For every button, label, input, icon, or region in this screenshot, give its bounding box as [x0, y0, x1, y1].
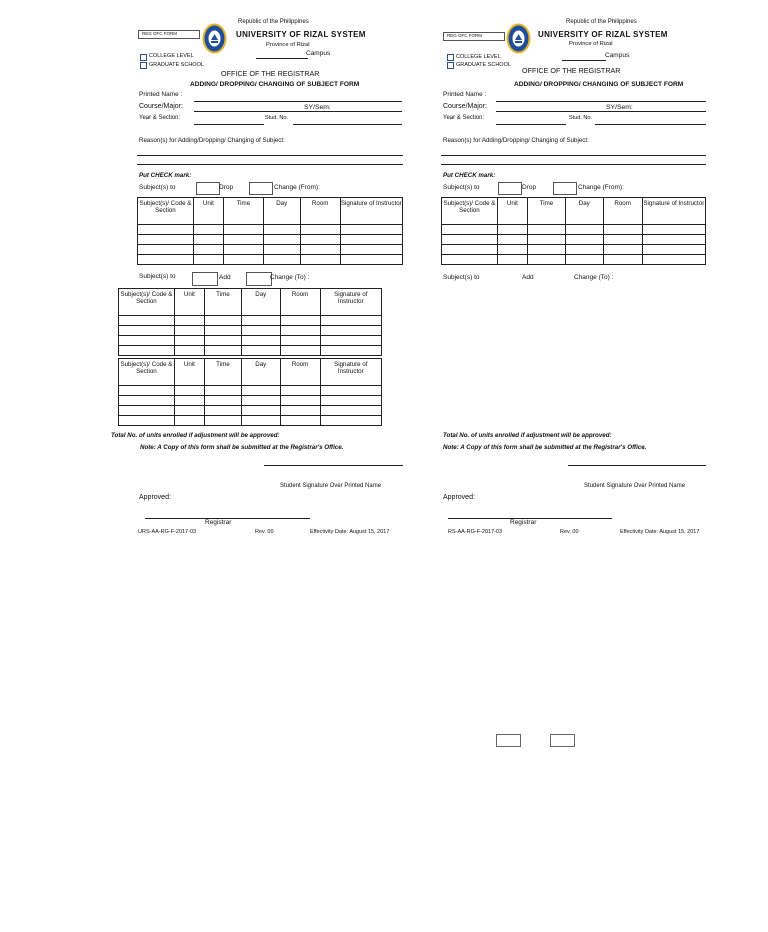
change-to-label: Change (To) : [574, 274, 614, 281]
table-row[interactable] [119, 316, 382, 326]
table-row[interactable] [119, 416, 382, 426]
reasons-label: Reason(s) for Adding/Dropping/ Changing of Subject: [443, 137, 589, 144]
table-row[interactable] [442, 235, 706, 245]
drop-label: Drop [522, 184, 537, 191]
printed-name-label: Printed Name : [139, 91, 183, 98]
header-time: Time [223, 198, 263, 225]
drop-subjects-table [441, 197, 706, 265]
put-check-label: Put CHECK mark: [443, 172, 496, 179]
header-day: Day [565, 198, 603, 225]
header-unit: Unit [497, 198, 527, 225]
drop-checkbox[interactable] [498, 182, 522, 195]
total-units-text: Total No. of units enrolled if adjustment will be approved: [111, 432, 280, 439]
printed-name-field[interactable] [496, 101, 706, 102]
college-level-label: COLLEGE LEVEL [456, 54, 501, 60]
province-text: Province of Rizal [569, 41, 613, 47]
table-row[interactable] [119, 386, 382, 396]
header-unit: Unit [193, 198, 223, 225]
campus-label: Campus [306, 50, 331, 57]
subjects-to-drop-label: Subject(s) to [443, 184, 480, 191]
office-title: OFFICE OF THE REGISTRAR [522, 66, 621, 75]
year-section-field[interactable] [194, 124, 264, 125]
header-subject: Subject(s)/ Code & Section [119, 289, 175, 316]
header-day: Day [241, 289, 280, 316]
reasons-line-1[interactable] [441, 155, 706, 156]
add-subjects-table [118, 288, 382, 356]
form-code: URS-AA-RG-F-2017-03 [138, 529, 197, 535]
note-text: Note: A Copy of this form shall be submitted at the Registrar's Office. [443, 444, 647, 451]
reasons-line-1[interactable] [137, 155, 403, 156]
drop-subjects-table [137, 197, 403, 265]
effectivity-date: Effectivity Date: August 15, 2017 [310, 529, 390, 535]
header-signature: Signature of Instructor [320, 289, 381, 316]
put-check-label: Put CHECK mark: [139, 172, 192, 179]
subjects-to-add-label: Subject(s) to [139, 273, 176, 280]
note-text: Note: A Copy of this form shall be submitted at the Registrar's Office. [140, 444, 344, 451]
reasons-line-2[interactable] [441, 164, 706, 165]
change-from-checkbox[interactable] [553, 182, 577, 195]
header-subject: Subject(s)/ Code & Section [119, 359, 175, 386]
printed-name-label: Printed Name : [443, 91, 487, 98]
table-row[interactable] [119, 346, 382, 356]
year-section-label: Year & Section: [443, 115, 485, 121]
campus-line[interactable] [562, 60, 606, 61]
total-units-text: Total No. of units enrolled if adjustment will be approved: [443, 432, 612, 439]
add-label: Add [522, 274, 534, 281]
header-room: Room [280, 289, 320, 316]
change-to-label: Change (To) : [270, 274, 310, 281]
student-signature-line[interactable] [264, 465, 403, 466]
registrar-label: Registrar [205, 519, 232, 526]
header-time: Time [527, 198, 565, 225]
revision-label: Rev. 00 [255, 529, 274, 535]
college-level-checkbox[interactable] [447, 54, 454, 61]
table-row[interactable] [119, 336, 382, 346]
change-to-subjects-table [118, 358, 382, 426]
header-room: Room [280, 359, 320, 386]
header-time: Time [204, 359, 241, 386]
header-room: Room [300, 198, 340, 225]
campus-line[interactable] [256, 58, 308, 59]
course-major-field[interactable] [194, 111, 402, 112]
header-subject: Subject(s)/ Code & Section [138, 198, 194, 225]
change-from-label: Change (From): [578, 184, 624, 191]
header-unit: Unit [174, 289, 204, 316]
reg-office-box: REG OFC FORM [138, 30, 200, 39]
form-title: ADDING/ DROPPING/ CHANGING OF SUBJECT FORM [190, 81, 360, 88]
printed-name-field[interactable] [194, 101, 402, 102]
table-row[interactable] [119, 406, 382, 416]
change-from-checkbox[interactable] [249, 182, 273, 195]
stud-no-label: Stud. No. [265, 115, 288, 121]
table-row[interactable] [138, 245, 403, 255]
table-row[interactable] [138, 225, 403, 235]
table-row[interactable] [119, 396, 382, 406]
form-title: ADDING/ DROPPING/ CHANGING OF SUBJECT FORM [514, 81, 684, 88]
graduate-school-label: GRADUATE SCHOOL [456, 62, 511, 68]
college-level-label: COLLEGE LEVEL [149, 53, 194, 59]
change-to-checkbox-displaced[interactable] [550, 734, 575, 747]
table-row[interactable] [138, 255, 403, 265]
drop-label: Drop [219, 184, 234, 191]
header-time: Time [204, 289, 241, 316]
table-row[interactable] [442, 225, 706, 235]
student-signature-label: Student Signature Over Printed Name [584, 483, 686, 489]
university-seal-icon [506, 23, 531, 54]
year-section-label: Year & Section: [139, 115, 181, 121]
course-major-label: Course/Major: [443, 103, 487, 110]
form-left [108, 0, 408, 545]
college-level-checkbox[interactable] [140, 54, 147, 61]
stud-no-label: Stud. No. [569, 115, 592, 121]
course-major-field[interactable] [496, 111, 706, 112]
change-from-label: Change (From): [274, 184, 320, 191]
form-code: RS-AA-RG-F-2017-03 [448, 529, 503, 535]
stud-no-field[interactable] [293, 124, 402, 125]
approved-label: Approved: [139, 494, 171, 501]
graduate-school-checkbox[interactable] [447, 62, 454, 69]
header-signature: Signature of Instructor [340, 198, 402, 225]
campus-label: Campus [605, 52, 630, 59]
sy-sem-label: SY/Sem: [606, 104, 633, 111]
province-text: Province of Rizal [266, 42, 310, 48]
effectivity-date: Effectivity Date: August 15, 2017 [620, 529, 700, 535]
revision-label: Rev. 00 [560, 529, 579, 535]
reg-office-box: REG OFC FORM [443, 32, 505, 41]
university-name: UNIVERSITY OF RIZAL SYSTEM [236, 30, 366, 39]
reasons-line-2[interactable] [137, 164, 403, 165]
add-label: Add [219, 274, 231, 281]
graduate-school-label: GRADUATE SCHOOL [149, 62, 204, 68]
table-row[interactable] [119, 326, 382, 336]
university-seal-icon [202, 23, 227, 54]
approved-label: Approved: [443, 494, 475, 501]
sy-sem-label: SY/Sem: [304, 104, 331, 111]
header-room: Room [603, 198, 642, 225]
header-signature: Signature of Instructor [642, 198, 705, 225]
registrar-label: Registrar [510, 519, 537, 526]
header-subject: Subject(s)/ Code & Section [442, 198, 498, 225]
table-row[interactable] [442, 255, 706, 265]
course-major-label: Course/Major: [139, 103, 183, 110]
student-signature-line[interactable] [568, 465, 706, 466]
add-checkbox-displaced[interactable] [496, 734, 521, 747]
office-title: OFFICE OF THE REGISTRAR [221, 69, 320, 78]
republic-text: Republic of the Philippines [238, 19, 309, 25]
change-to-checkbox[interactable] [246, 272, 272, 286]
table-row[interactable] [442, 245, 706, 255]
year-section-field[interactable] [496, 124, 566, 125]
table-row[interactable] [138, 235, 403, 245]
add-checkbox[interactable] [192, 272, 218, 286]
drop-checkbox[interactable] [196, 182, 220, 195]
stud-no-field[interactable] [595, 124, 706, 125]
header-day: Day [241, 359, 280, 386]
graduate-school-checkbox[interactable] [140, 62, 147, 69]
reasons-label: Reason(s) for Adding/Dropping/ Changing of Subject: [139, 137, 285, 144]
subjects-to-add-label: Subject(s) to [443, 274, 480, 281]
republic-text: Republic of the Philippines [566, 19, 637, 25]
header-unit: Unit [174, 359, 204, 386]
header-day: Day [263, 198, 300, 225]
header-signature: Signature of Instructor [320, 359, 381, 386]
student-signature-label: Student Signature Over Printed Name [280, 483, 382, 489]
subjects-to-drop-label: Subject(s) to [139, 184, 176, 191]
form-right [412, 0, 712, 545]
university-name: UNIVERSITY OF RIZAL SYSTEM [538, 30, 668, 39]
